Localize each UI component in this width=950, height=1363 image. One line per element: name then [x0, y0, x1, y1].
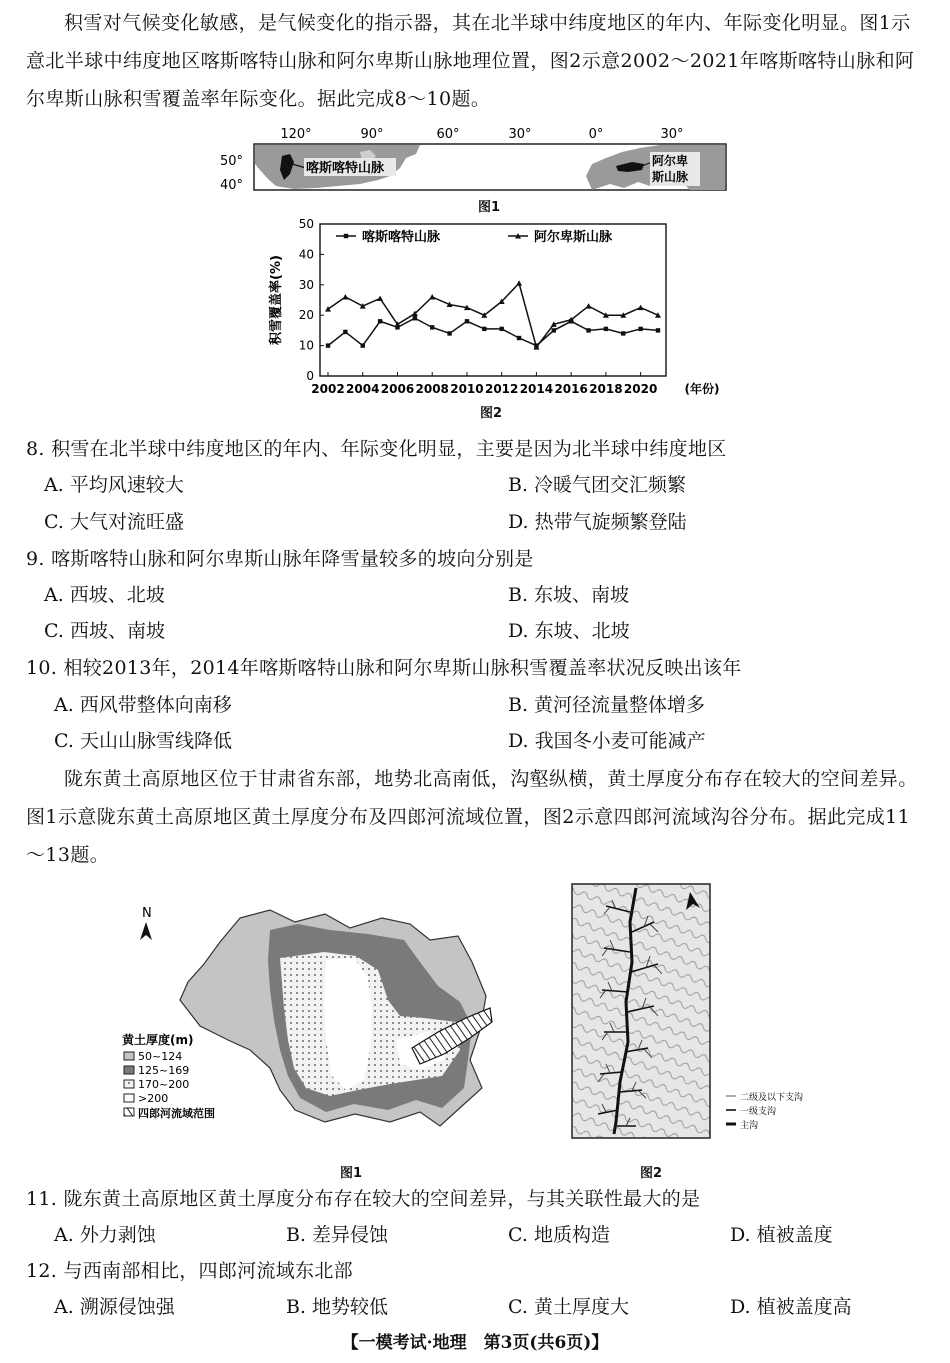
y-tick-label: 20 [298, 308, 314, 323]
legend-secondary-gully: 二级及以下支沟 [740, 1093, 804, 1103]
data-point [447, 331, 451, 335]
question-9-stem: 9. 喀斯喀特山脉和阿尔卑斯山脉年降雪量较多的坡向分别是 [26, 548, 534, 570]
gully-map-frame [572, 884, 710, 1138]
legend-main-gully: 主沟 [740, 1121, 759, 1131]
q9-option-b: B. 东坡、南坡 [508, 584, 630, 606]
q9-option-a: A. 西坡、北坡 [44, 584, 165, 606]
alps-label-line1: 阿尔卑 [652, 154, 689, 168]
data-point [377, 295, 383, 301]
data-point [343, 330, 347, 334]
y-tick-label: 40 [298, 247, 314, 262]
lon-label: 90° [360, 127, 384, 142]
q10-option-d: D. 我国冬小麦可能减产 [508, 730, 706, 752]
y-tick-label: 30 [298, 277, 314, 292]
zone-above-200 [324, 958, 372, 1090]
y-tick-label: 0 [306, 369, 314, 383]
data-point [638, 305, 644, 311]
figure1-caption: 图1 [478, 200, 501, 215]
q11-option-d: D. 植被盖度 [730, 1224, 833, 1246]
q12-option-c: C. 黄土厚度大 [508, 1296, 629, 1318]
lon-label: 120° [280, 127, 312, 142]
q8-option-b: B. 冷暖气团交汇频繁 [508, 474, 687, 496]
question-11-stem: 11. 陇东黄土高原地区黄土厚度分布存在较大的空间差异，与其关联性最大的是 [26, 1188, 701, 1210]
data-point [552, 328, 556, 332]
lon-label: 0° [588, 127, 604, 142]
intro-paragraph-2: 陇东黄土高原地区位于甘肃省东部，地势北高南低，沟壑纵横，黄土厚度分布存在较大的空间差异。图1示意陇东黄土高原地区黄土厚度分布及四郎河流域位置，图2示意四郎河流域沟谷分布。据此完成11～13题。 [26, 768, 918, 866]
x-tick-label: 2010 [450, 382, 484, 396]
y-axis-label: 积雪覆盖率(%) [269, 255, 284, 345]
page-footer: 【一模考试·地理 第3页(共6页)】 [341, 1333, 609, 1353]
data-point [465, 319, 469, 323]
data-point [586, 328, 590, 332]
legend-primary-gully: 一级支沟 [740, 1107, 777, 1117]
alps-label-line2: 斯山脉 [652, 170, 689, 184]
data-point [430, 325, 434, 329]
x-tick-label: 2018 [589, 382, 623, 396]
question-12-stem: 12. 与西南部相比，四郎河流域东北部 [26, 1260, 353, 1282]
q12-option-d: D. 植被盖度高 [730, 1296, 852, 1318]
lon-label: 60° [436, 127, 460, 142]
legend-item-above-200: >200 [138, 1092, 169, 1105]
x-tick-label: 2012 [484, 382, 519, 396]
legend-item-basin: 四郎河流域范围 [138, 1107, 215, 1120]
gully-distribution-map [570, 882, 840, 1140]
plot-frame [320, 224, 666, 376]
legend-title: 黄土厚度(m) [122, 1033, 194, 1047]
x-tick-label: 2020 [623, 382, 658, 396]
lon-label: 30° [508, 127, 532, 142]
data-point [656, 328, 660, 332]
legend-marker [344, 234, 348, 238]
snow-cover-line-chart [262, 212, 732, 406]
question-10-stem: 10. 相较2013年，2014年喀斯喀特山脉和阿尔卑斯山脉积雪覆盖率状况反映出该年 [26, 657, 742, 679]
y-tick-label: 10 [298, 338, 314, 353]
q8-option-a: A. 平均风速较大 [44, 474, 184, 496]
q11-option-b: B. 差异侵蚀 [286, 1224, 389, 1246]
data-point [638, 327, 642, 331]
legend-label: 阿尔卑斯山脉 [534, 230, 613, 245]
y-tick-label: 50 [298, 217, 314, 231]
figure2-caption: 图2 [480, 406, 503, 421]
x-axis-label: (年份) [684, 382, 720, 396]
legend-item-50-124: 50~124 [138, 1050, 183, 1063]
q9-option-c: C. 西坡、南坡 [44, 620, 165, 642]
data-point [604, 327, 608, 331]
legend-label: 喀斯喀特山脉 [362, 230, 441, 245]
cascade-label: 喀斯喀特山脉 [306, 161, 385, 176]
legend-item-170-200: 170~200 [138, 1078, 190, 1091]
data-point [342, 294, 348, 300]
q8-option-d: D. 热带气旋频繁登陆 [508, 511, 687, 533]
x-tick-label: 2016 [554, 382, 588, 396]
figure1b-caption: 图1 [340, 1166, 363, 1181]
data-point [429, 294, 435, 300]
data-point [326, 343, 330, 347]
data-point [621, 331, 625, 335]
figure2b-caption: 图2 [640, 1166, 663, 1181]
data-point [361, 343, 365, 347]
q12-option-a: A. 溯源侵蚀强 [54, 1296, 175, 1318]
x-tick-label: 2014 [519, 382, 554, 396]
data-point [413, 316, 417, 320]
q11-option-a: A. 外力剥蚀 [54, 1224, 156, 1246]
series-line-1 [328, 318, 658, 345]
q12-option-b: B. 地势较低 [286, 1296, 389, 1318]
data-point [516, 280, 522, 286]
x-tick-label: 2004 [346, 382, 380, 396]
q9-option-d: D. 东坡、北坡 [508, 620, 630, 642]
north-arrow-icon [140, 922, 152, 940]
data-point [378, 319, 382, 323]
intro-paragraph-1: 积雪对气候变化敏感，是气候变化的指示器，其在北半球中纬度地区的年内、年际变化明显。图1示意北半球中纬度地区喀斯喀特山脉和阿尔卑斯山脉地理位置，图2示意2002～2021年喀斯喀特山脉和阿尔卑斯山脉积雪覆盖率年际变化。据此完成8～10题。 [26, 12, 915, 110]
legend-item-125-169: 125~169 [138, 1064, 190, 1077]
lat-label: 50° [220, 154, 244, 169]
q10-option-c: C. 天山山脉雪线降低 [54, 730, 232, 752]
lon-label: 30° [660, 127, 684, 142]
data-point [499, 327, 503, 331]
x-tick-label: 2006 [380, 382, 415, 396]
data-point [482, 327, 486, 331]
q8-option-c: C. 大气对流旺盛 [44, 511, 184, 533]
q10-option-b: B. 黄河径流量整体增多 [508, 694, 706, 716]
north-label: N [142, 906, 152, 921]
lat-label: 40° [220, 178, 244, 193]
x-tick-label: 2002 [311, 382, 345, 396]
q10-option-a: A. 西风带整体向南移 [54, 694, 232, 716]
data-point [517, 336, 521, 340]
data-point [586, 303, 592, 309]
loess-thickness-map [120, 900, 500, 1140]
x-tick-label: 2008 [415, 382, 449, 396]
question-8-stem: 8. 积雪在北半球中纬度地区的年内、年际变化明显，主要是因为北半球中纬度地区 [26, 438, 727, 460]
q11-option-c: C. 地质构造 [508, 1224, 610, 1246]
series-line-2 [328, 283, 658, 347]
